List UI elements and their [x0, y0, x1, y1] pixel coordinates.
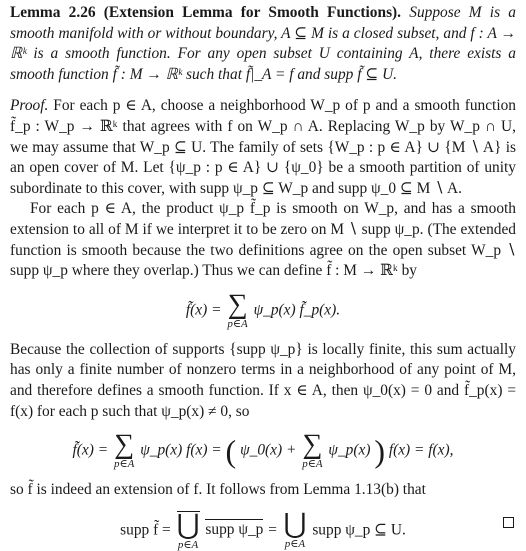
equation-3-lhs: supp f̃ = — [120, 521, 171, 539]
equation-2-rhs: f(x) = f(x), — [388, 441, 454, 459]
equation-3-rhs: supp ψ_p ⊆ U. — [312, 521, 406, 539]
union-index: p∈A — [177, 538, 199, 551]
right-paren: ) — [374, 433, 385, 470]
summation-symbol — [302, 429, 323, 471]
qed-square-icon — [503, 517, 514, 528]
equation-1-lhs: f̃(x) = — [185, 301, 222, 319]
left-paren: ( — [225, 433, 237, 470]
proof-paragraph-2: For each p ∈ A, the product ψ_p f̃_p is smooth on W_p, and has a smooth extension to all of M if we interpret it to be zero on M ∖ supp ψ_p. (The extended function is smooth because the two definitions agree on the open subset W_p ∖ supp ψ_p where they overlap.) Thus we can define f̃ : M → ℝᵏ by — [10, 200, 516, 280]
sum-sign: ∑ — [302, 429, 323, 461]
union-index: p∈A — [284, 537, 306, 550]
equation-3-equals: = — [267, 521, 278, 539]
summation-symbol — [227, 288, 248, 330]
sum-index: p∈A — [113, 458, 135, 471]
proof-text-1: For each p ∈ A, choose a neighborhood W_p of p and a smooth function f̃_p : W_p → ℝᵏ that agrees with f on W_p ∩ A. Replacing W_p by W_p ∩ U, we may assume that W_p ⊆ U. The family of sets {W_p : p ∈ A} ∪ {M ∖ A} is an open cover of M. Let {ψ_p : p ∈ A} ∪ {ψ_0} be a smooth partition of unity subordinate to this cover, with supp ψ_p ⊆ W_p and supp ψ_0 ⊆ M ∖ A. — [10, 97, 516, 197]
sum-index: p∈A — [302, 458, 323, 471]
lemma-heading: Lemma 2.26 (Extension Lemma for Smooth Functions). — [10, 4, 402, 21]
union-sign: ⋃ — [283, 508, 307, 540]
equation-2-lhs: f̃(x) = — [72, 441, 109, 459]
proof-paragraph-4: so f̃ is indeed an extension of f. It follows from Lemma 1.13(b) that — [10, 481, 426, 499]
equation-3-closure-term: supp ψ_p — [205, 521, 264, 539]
proof-paragraph-3: Because the collection of supports {supp ψ_p} is locally finite, this sum actually has only a finite number of nonzero terms in a neighborhood of any point of M, and therefore defines a smooth function. If x ∈ A, then ψ_0(x) = 0 and f̃_p(x) = f(x) for each p such that ψ_p(x) ≠ 0, so — [10, 340, 516, 420]
equation-2-psi0: ψ_0(x) + — [240, 441, 297, 459]
lemma-body: Suppose M is a smooth manifold with or without boundary, A ⊆ M is a closed subset, and f : A → ℝᵏ is a smooth function. For any open subset U containing A, there exists a smooth function f̃ : M → ℝᵏ such that f̃|_A = f and supp f̃ ⊆ U. — [10, 4, 516, 83]
summation-symbol — [113, 429, 135, 471]
sum-sign: ∑ — [114, 429, 135, 461]
equation-1 — [10, 288, 516, 330]
proof-paragraph-1 — [10, 96, 516, 199]
sum-index: p∈A — [227, 317, 248, 330]
union-sign: ⋃ — [176, 509, 200, 541]
union-closure-symbol — [177, 511, 200, 551]
equation-2-psip: ψ_p(x) — [328, 441, 371, 459]
equation-1-rhs: ψ_p(x) f̃_p(x). — [253, 301, 341, 319]
equation-2-term: ψ_p(x) f(x) = — [140, 441, 222, 459]
lemma-statement — [10, 3, 516, 85]
equation-2 — [10, 429, 516, 471]
equation-3 — [10, 508, 516, 551]
union-symbol — [283, 508, 307, 550]
sum-sign: ∑ — [227, 288, 248, 320]
proof-label: Proof. — [10, 97, 49, 115]
